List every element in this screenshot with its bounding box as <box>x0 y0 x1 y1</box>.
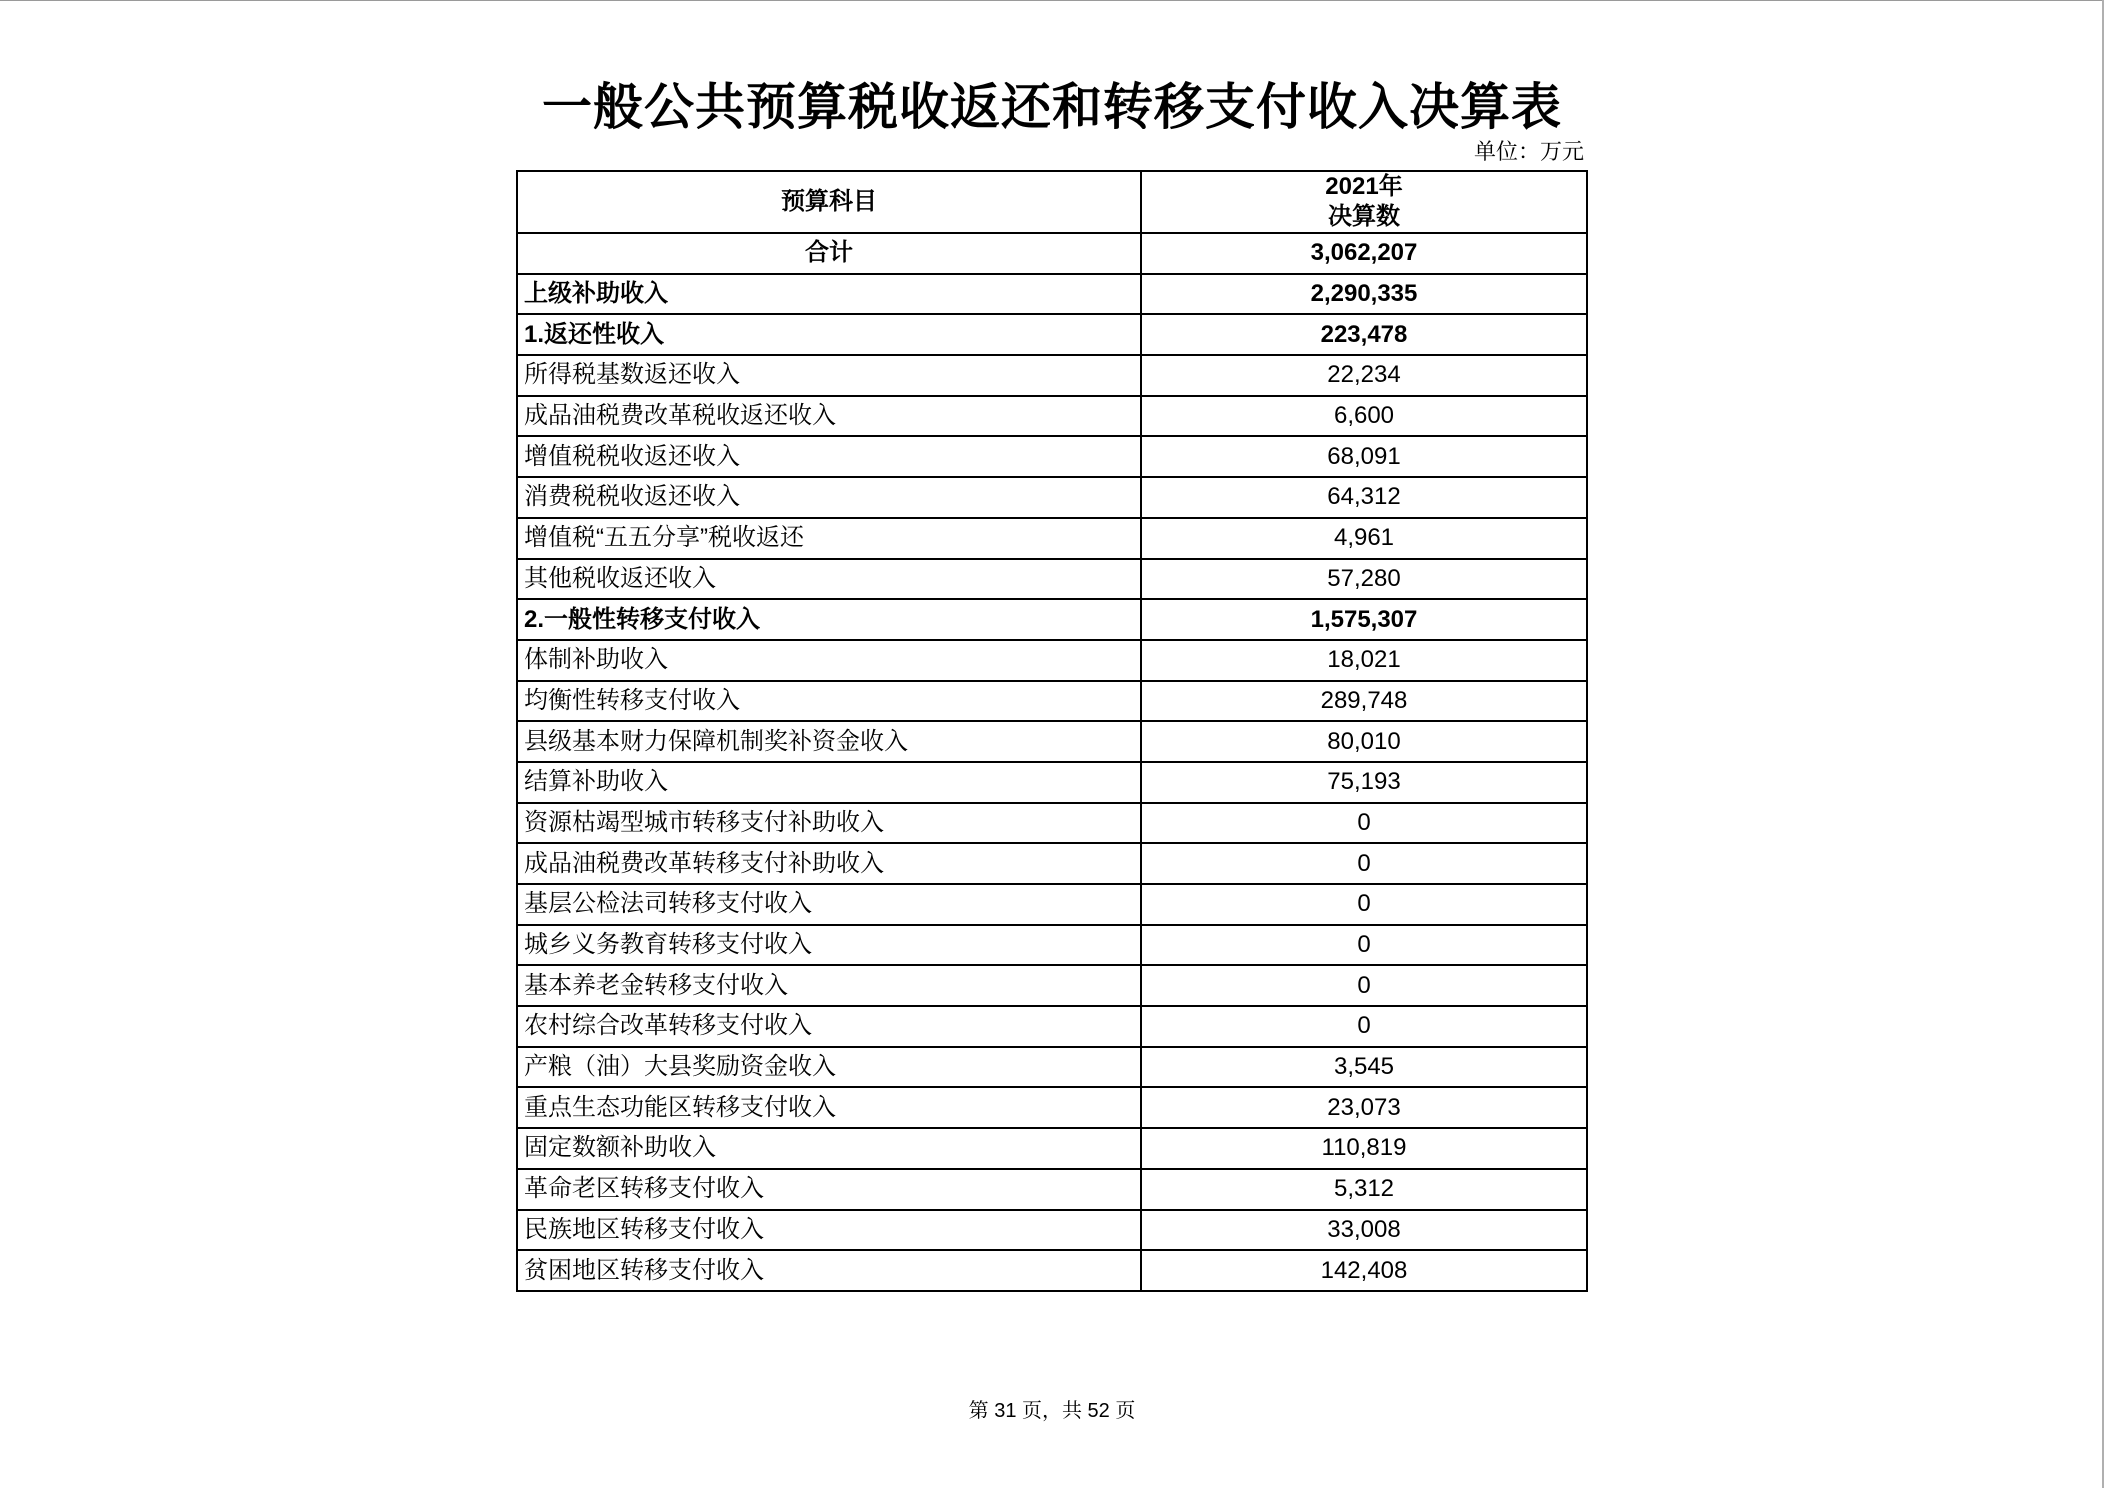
row-item-name: 资源枯竭型城市转移支付补助收入 <box>517 803 1141 844</box>
row-final-amount: 33,008 <box>1141 1210 1587 1251</box>
row-final-amount: 6,600 <box>1141 396 1587 437</box>
row-item-name: 城乡义务教育转移支付收入 <box>517 925 1141 966</box>
row-final-amount: 0 <box>1141 965 1587 1006</box>
row-item-name: 县级基本财力保障机制奖补资金收入 <box>517 721 1141 762</box>
table-row <box>517 721 1587 762</box>
row-final-amount: 5,312 <box>1141 1169 1587 1210</box>
header-final-amount <box>1141 171 1587 233</box>
row-final-amount: 110,819 <box>1141 1128 1587 1169</box>
table-row <box>517 436 1587 477</box>
row-final-amount: 57,280 <box>1141 559 1587 600</box>
page-footer: 第 31 页，共 52 页 <box>968 1400 1136 1422</box>
row-item-name: 成品油税费改革转移支付补助收入 <box>517 843 1141 884</box>
row-final-amount: 75,193 <box>1141 762 1587 803</box>
row-item-name: 增值税“五五分享”税收返还 <box>517 518 1141 559</box>
table-row <box>517 1087 1587 1128</box>
table-row <box>517 1250 1587 1291</box>
page-title: 一般公共预算税收返还和转移支付收入决算表 <box>542 79 1562 135</box>
row-final-amount: 2,290,335 <box>1141 274 1587 315</box>
table-header-row <box>517 171 1587 233</box>
table-row <box>517 314 1587 355</box>
row-final-amount: 64,312 <box>1141 477 1587 518</box>
row-item-name: 贫困地区转移支付收入 <box>517 1250 1141 1291</box>
row-item-name: 重点生态功能区转移支付收入 <box>517 1087 1141 1128</box>
header-final-label: 决算数 <box>1328 203 1400 230</box>
row-final-amount: 4,961 <box>1141 518 1587 559</box>
row-final-amount: 0 <box>1141 884 1587 925</box>
unit-label: 单位：万元 <box>1473 139 1584 164</box>
table-row <box>517 1047 1587 1088</box>
row-item-name: 上级补助收入 <box>517 274 1141 315</box>
row-item-name: 1.返还性收入 <box>517 314 1141 355</box>
table-row <box>517 396 1587 437</box>
row-item-name: 增值税税收返还收入 <box>517 436 1141 477</box>
row-item-name: 基本养老金转移支付收入 <box>517 965 1141 1006</box>
row-final-amount: 289,748 <box>1141 681 1587 722</box>
row-final-amount: 0 <box>1141 803 1587 844</box>
budget-table <box>516 170 1588 1292</box>
row-final-amount: 0 <box>1141 1006 1587 1047</box>
row-item-name: 产粮（油）大县奖励资金收入 <box>517 1047 1141 1088</box>
table-row <box>517 233 1587 274</box>
table-row <box>517 1128 1587 1169</box>
row-final-amount: 142,408 <box>1141 1250 1587 1291</box>
table-row <box>517 477 1587 518</box>
row-item-name: 消费税税收返还收入 <box>517 477 1141 518</box>
table-row <box>517 518 1587 559</box>
row-item-name: 成品油税费改革税收返还收入 <box>517 396 1141 437</box>
header-year: 2021年 <box>1325 173 1403 200</box>
table-row <box>517 274 1587 315</box>
table-row <box>517 1169 1587 1210</box>
row-final-amount: 18,021 <box>1141 640 1587 681</box>
header-budget-item: 预算科目 <box>517 171 1141 233</box>
row-final-amount: 0 <box>1141 925 1587 966</box>
row-item-name: 均衡性转移支付收入 <box>517 681 1141 722</box>
row-final-amount: 80,010 <box>1141 721 1587 762</box>
table-row <box>517 559 1587 600</box>
budget-table-body <box>517 171 1587 1291</box>
row-final-amount: 1,575,307 <box>1141 599 1587 640</box>
row-item-name: 固定数额补助收入 <box>517 1128 1141 1169</box>
row-item-name: 所得税基数返还收入 <box>517 355 1141 396</box>
row-item-name: 体制补助收入 <box>517 640 1141 681</box>
table-row <box>517 640 1587 681</box>
row-item-name: 合计 <box>517 233 1141 274</box>
row-item-name: 革命老区转移支付收入 <box>517 1169 1141 1210</box>
table-row <box>517 884 1587 925</box>
row-item-name: 民族地区转移支付收入 <box>517 1210 1141 1251</box>
row-item-name: 结算补助收入 <box>517 762 1141 803</box>
table-row <box>517 355 1587 396</box>
row-item-name: 其他税收返还收入 <box>517 559 1141 600</box>
table-row <box>517 965 1587 1006</box>
table-row <box>517 599 1587 640</box>
table-row <box>517 1210 1587 1251</box>
row-final-amount: 3,545 <box>1141 1047 1587 1088</box>
table-row <box>517 1006 1587 1047</box>
table-row <box>517 762 1587 803</box>
table-row <box>517 925 1587 966</box>
table-row <box>517 843 1587 884</box>
row-final-amount: 223,478 <box>1141 314 1587 355</box>
row-final-amount: 68,091 <box>1141 436 1587 477</box>
row-final-amount: 3,062,207 <box>1141 233 1587 274</box>
table-row <box>517 681 1587 722</box>
row-item-name: 基层公检法司转移支付收入 <box>517 884 1141 925</box>
row-final-amount: 22,234 <box>1141 355 1587 396</box>
page-top-border <box>0 0 2104 1</box>
row-item-name: 2.一般性转移支付收入 <box>517 599 1141 640</box>
row-final-amount: 23,073 <box>1141 1087 1587 1128</box>
row-item-name: 农村综合改革转移支付收入 <box>517 1006 1141 1047</box>
row-final-amount: 0 <box>1141 843 1587 884</box>
table-row <box>517 803 1587 844</box>
